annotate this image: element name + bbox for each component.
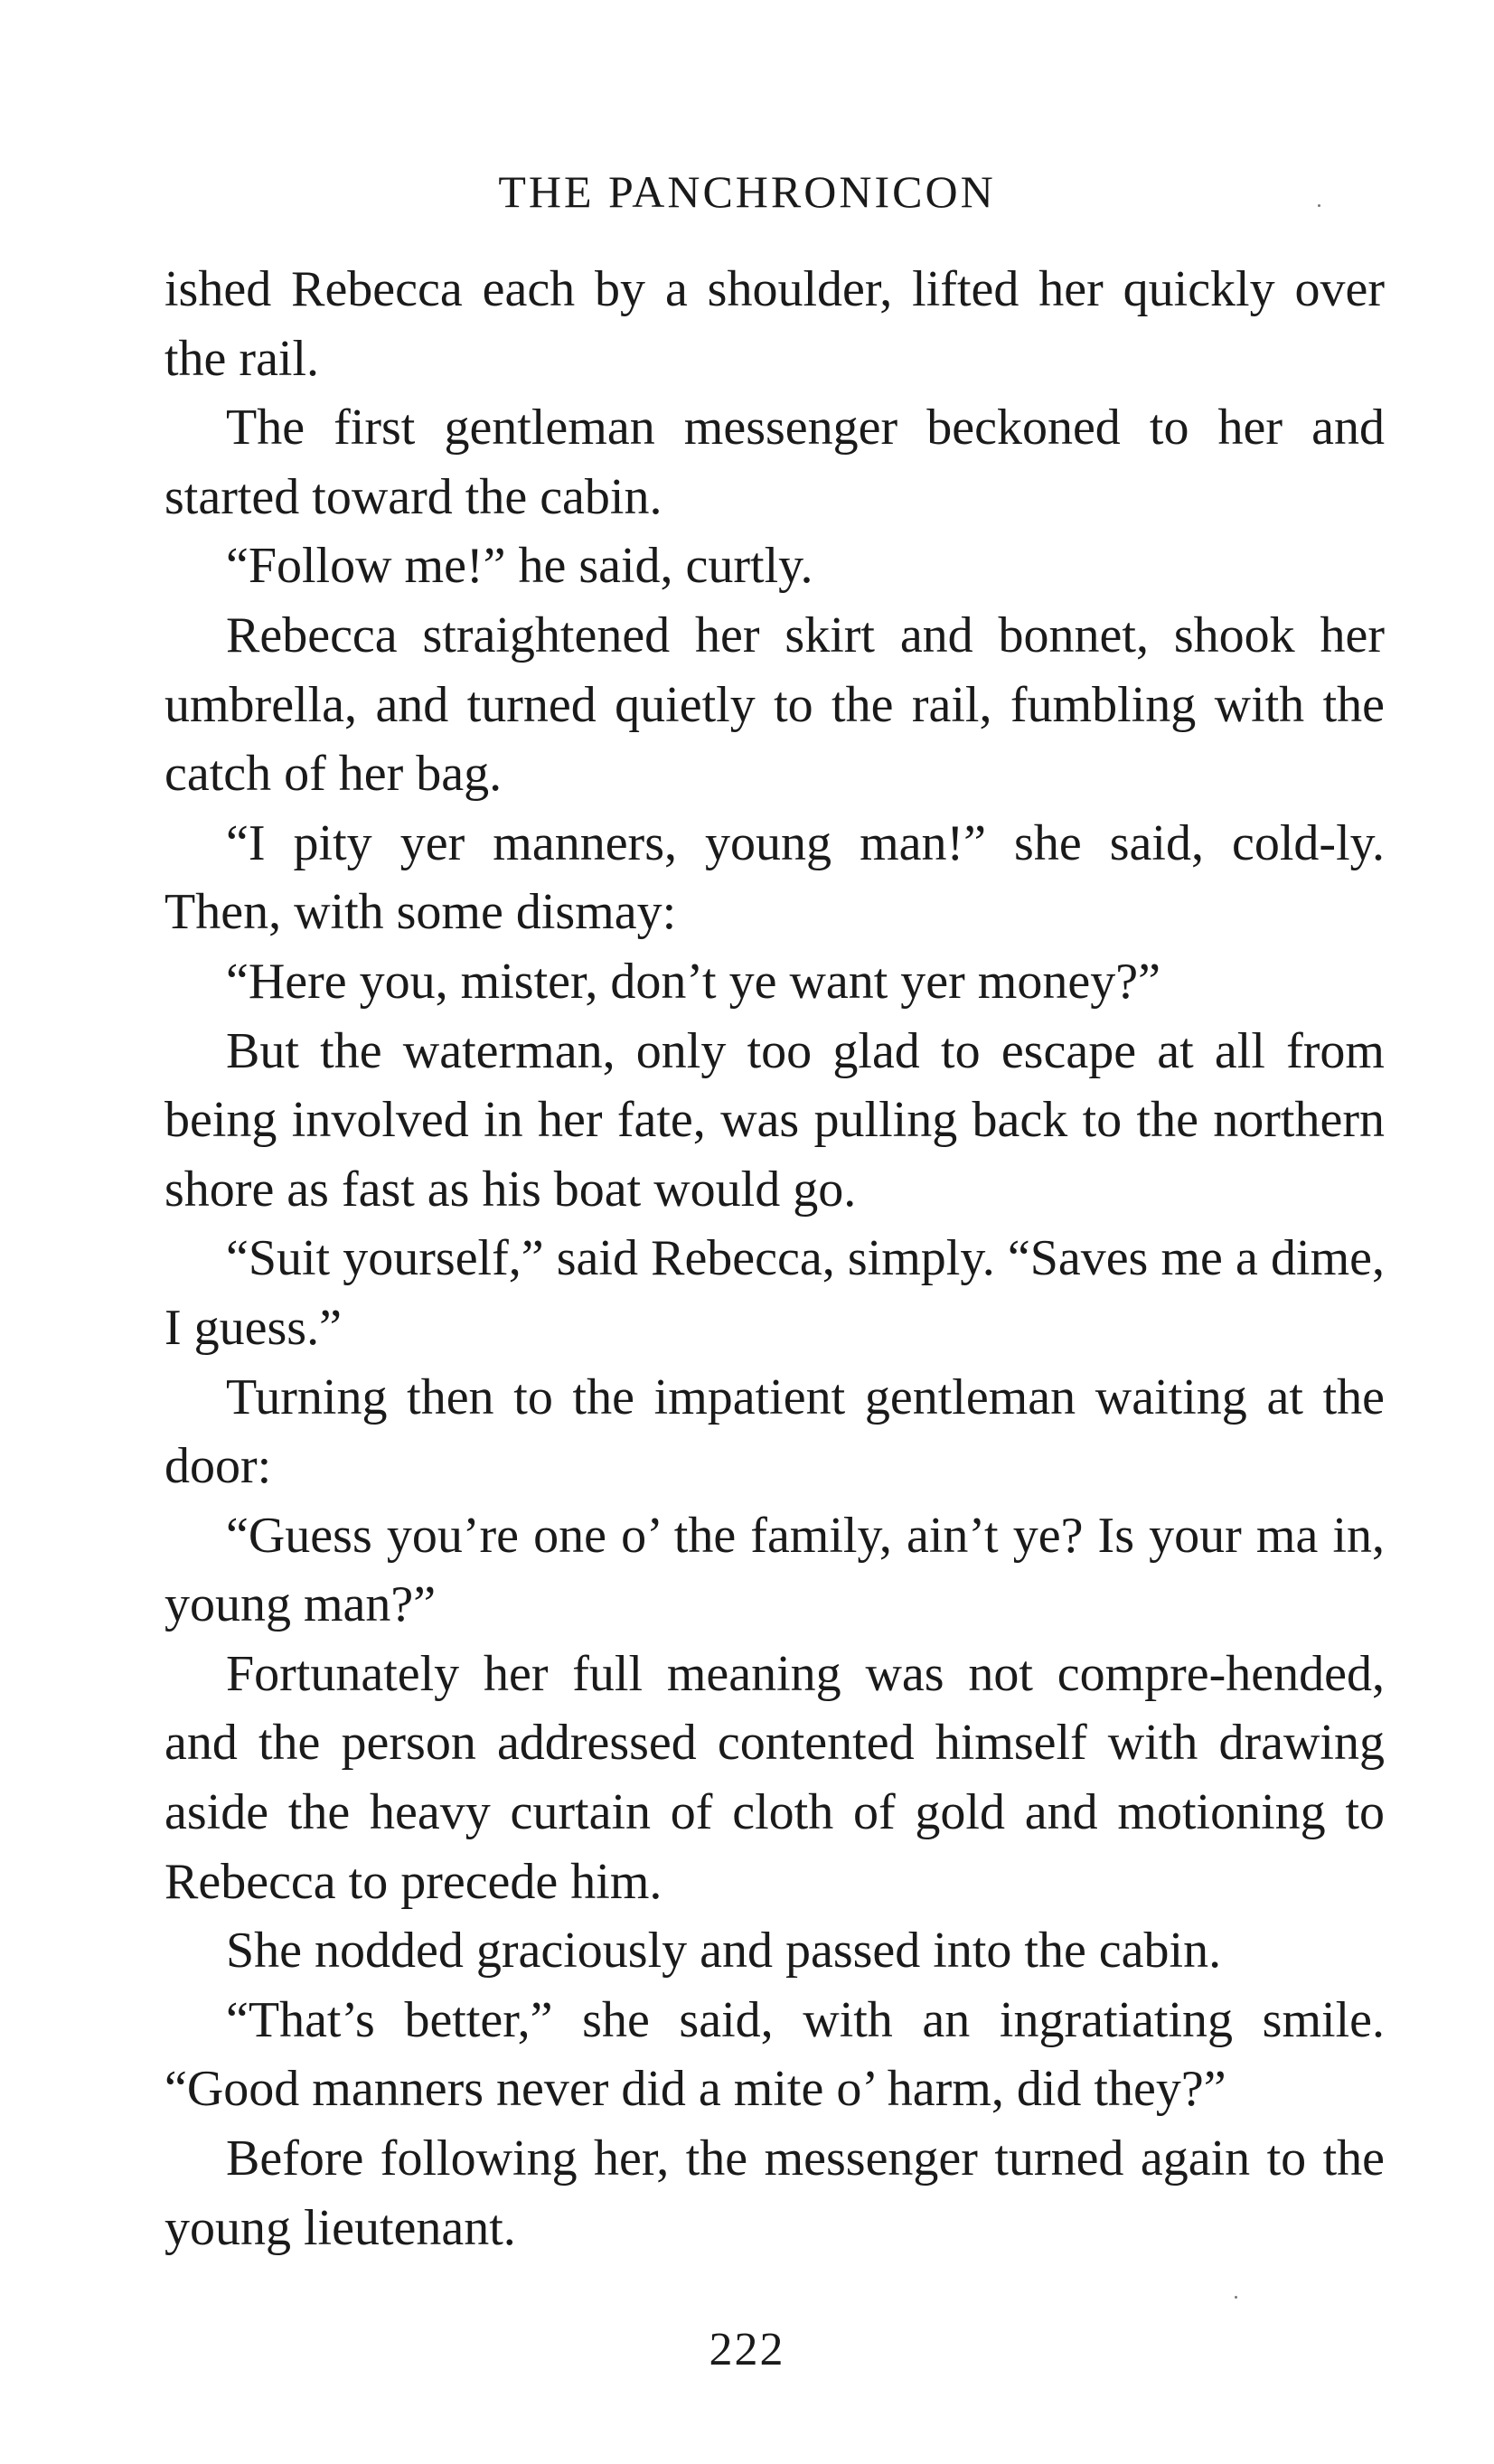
paragraph: She nodded graciously and passed into the cabin. — [226, 1923, 1222, 1980]
paragraph: Rebecca straightened her skirt and bonnet, shook her umbrella, and turned quietly to the rail, fumbling with the catch of her bag. — [164, 607, 1385, 803]
paragraph: “That’s better,” she said, with an ingratiating smile. “Good manners never did a mite o’ harm, did they?” — [164, 1991, 1385, 2118]
paragraph: “Guess you’re one o’ the family, ain’t ye? Is your ma in, young man?” — [164, 1507, 1385, 1633]
page-number: 222 — [709, 2324, 785, 2375]
print-speck — [1235, 2296, 1237, 2299]
body-text — [164, 255, 1385, 2262]
paragraph: “I pity yer manners, young man!” she said, cold-ly. Then, with some dismay: — [164, 814, 1385, 941]
paragraph: But the waterman, only too glad to escape at all from being involved in her fate, was pulling back to the northern shore as fast as his boat would go. — [164, 1022, 1385, 1218]
paragraph: The first gentleman messenger beckoned to her and started toward the cabin. — [164, 400, 1385, 525]
running-head: THE PANCHRONICON — [498, 166, 996, 217]
paragraph: Before following her, the messenger turned again to the young lieutenant. — [164, 2130, 1385, 2256]
paragraph: “Follow me!” he said, curtly. — [226, 538, 813, 595]
paragraph: “Suit yourself,” said Rebecca, simply. “Saves me a dime, I guess.” — [164, 1230, 1385, 1356]
paragraph-continued: ished Rebecca each by a shoulder, lifted her quickly over the rail. — [164, 261, 1385, 387]
paragraph: “Here you, mister, don’t ye want yer money?” — [226, 953, 1160, 1010]
paragraph: Turning then to the impatient gentleman waiting at the door: — [164, 1368, 1385, 1495]
paragraph: Fortunately her full meaning was not compre-hended, and the person addressed contented himself with drawing aside the heavy curtain of cloth of gold and motioning to Rebecca to precede him. — [164, 1645, 1385, 1910]
